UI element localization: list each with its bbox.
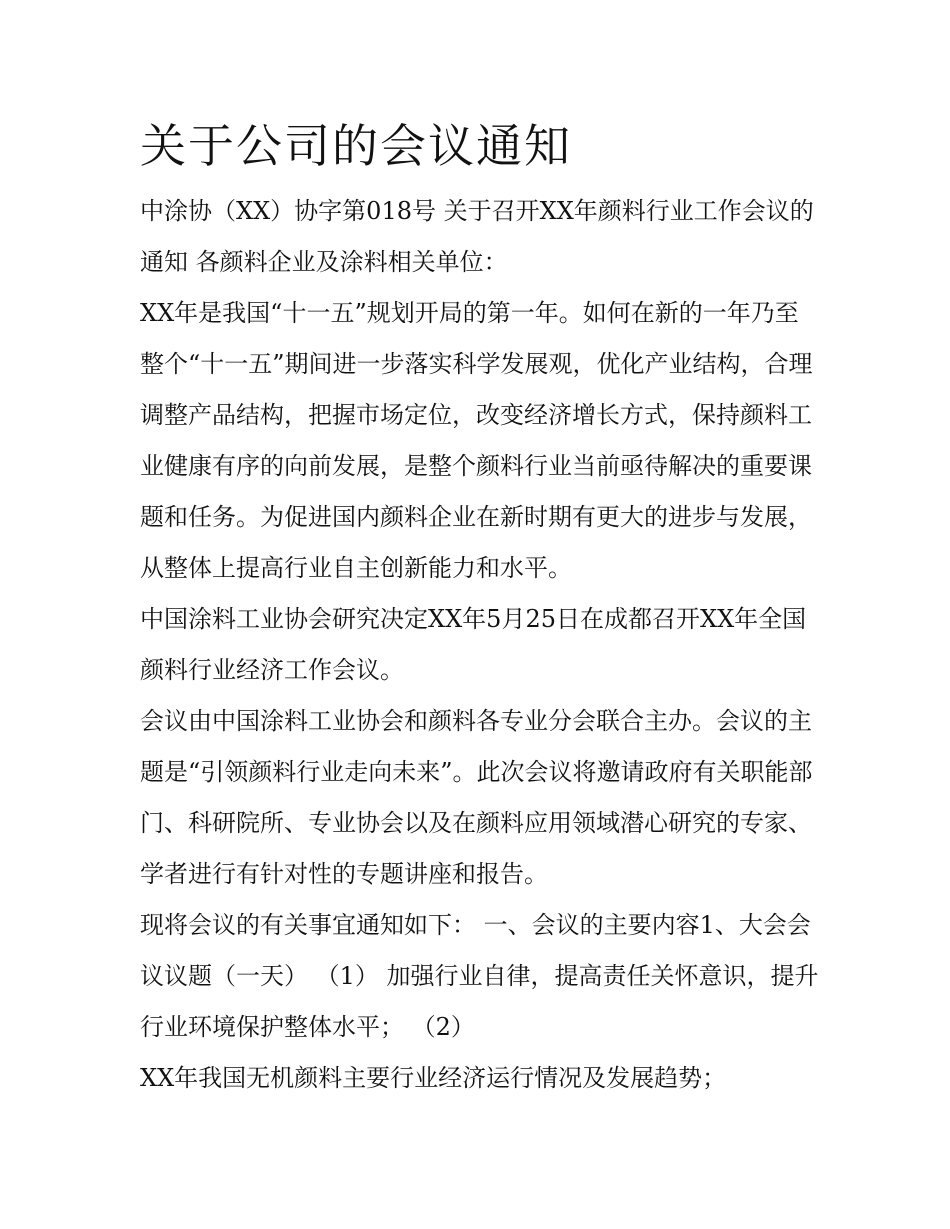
paragraph-notice-number: 中涂协（XX）协字第018号 关于召开XX年颜料行业工作会议的通知 各颜料企业及涂料相关单位： — [140, 197, 814, 276]
paragraph-organizers: 会议由中国涂料工业协会和颜料各专业分会联合主办。会议的主题是“引领颜料行业走向未来”。此次会议将邀请政府有关职能部门、科研院所、专业协会以及在颜料应用领域潜心研究的专家、学者进行有针对性的专题讲座和报告。 — [140, 707, 813, 888]
paragraph-decision: 中国涂料工业协会研究决定XX年5月25日在成都召开XX年全国颜料行业经济工作会议。 — [140, 605, 807, 684]
document-title: 关于公司的会议通知 — [140, 119, 572, 173]
document-page — [140, 110, 820, 1104]
paragraph-background: XX年是我国“十一五”规划开局的第一年。如何在新的一年乃至整个“十一五”期间进一步落实科学发展观，优化产业结构，合理调整产品结构，把握市场定位，改变经济增长方式，保持颜料工业健康有序的向前发展，是整个颜料行业当前亟待解决的重要课题和任务。为促进国内颜料企业在新时期有更大的进步与发展，从整体上提高行业自主创新能力和水平。 — [140, 299, 813, 582]
paragraph-agenda: 现将会议的有关事宜通知如下： 一、会议的主要内容1、大会会议议题（一天） （1） 加强行业自律，提高责任关怀意识，提升行业环境保护整体水平； （2） — [140, 911, 819, 1041]
paragraph-agenda-item: XX年我国无机颜料主要行业经济运行情况及发展趋势； — [140, 1064, 727, 1092]
